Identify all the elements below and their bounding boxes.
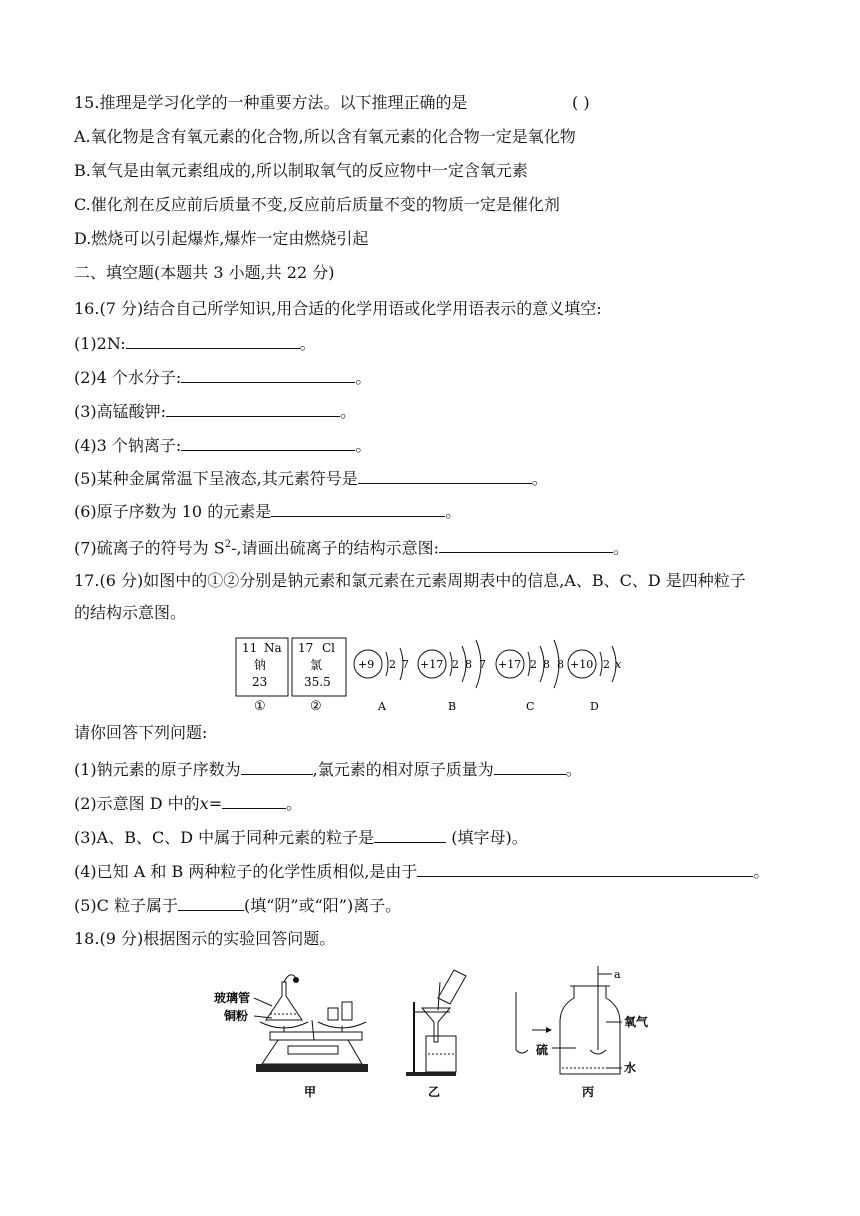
svg-text:x: x: [615, 658, 622, 671]
svg-text:17: 17: [298, 641, 314, 655]
svg-text:丙: 丙: [582, 1085, 595, 1099]
q17-answer-4: (4)已知 A 和 B 两种粒子的化学性质相似,是由于 。: [74, 862, 770, 881]
svg-text:D: D: [590, 700, 599, 713]
answer-blank[interactable]: [178, 894, 244, 911]
svg-text:2: 2: [452, 658, 459, 671]
experiment-jia-balance: [214, 975, 368, 1099]
q16-item-6: (6)原子序数为 10 的元素是 。: [74, 502, 462, 521]
q15-option-b: B.氧气是由氧元素组成的,所以制取氧气的反应物中一定含氧元素: [74, 161, 528, 180]
svg-text:+17: +17: [420, 658, 444, 671]
svg-text:8: 8: [557, 658, 564, 671]
periodic-card-chlorine: [292, 638, 346, 714]
svg-text:氯: 氯: [310, 658, 323, 672]
svg-text:7: 7: [402, 658, 409, 671]
q17-prompt: 请你回答下列问题:: [74, 723, 208, 742]
experiment-bing-sulfur: [516, 966, 649, 1099]
svg-text:A: A: [378, 700, 386, 713]
svg-text:②: ②: [310, 699, 322, 714]
svg-text:2: 2: [389, 658, 396, 671]
svg-text:8: 8: [465, 658, 472, 671]
svg-text:硫: 硫: [536, 1043, 549, 1057]
q15-stem: 15.推理是学习化学的一种重要方法。以下推理正确的是: [74, 93, 468, 112]
q15-option-c: C.催化剂在反应前后质量不变,反应前后质量不变的物质一定是催化剂: [74, 195, 560, 214]
q15-option-a: A.氧化物是含有氧元素的化合物,所以含有氧元素的化合物一定是氧化物: [74, 127, 576, 146]
answer-blank[interactable]: [271, 500, 445, 517]
svg-text:玻璃管: 玻璃管: [214, 991, 251, 1005]
section-2-heading: 二、填空题(本题共 3 小题,共 22 分): [74, 263, 335, 282]
q15-option-d: D.燃烧可以引起爆炸,爆炸一定由燃烧引起: [74, 229, 369, 248]
particle-d: [568, 646, 622, 713]
q18-stem: 18.(9 分)根据图示的实验回答问题。: [74, 929, 336, 948]
q17-answer-3: (3)A、B、C、D 中属于同种元素的粒子是 (填字母)。: [74, 828, 528, 847]
answer-blank[interactable]: [181, 366, 355, 383]
answer-blank[interactable]: [358, 467, 532, 484]
q17-answer-1: (1)钠元素的原子序数为 ,氯元素的相对原子质量为 。: [74, 760, 582, 779]
svg-text:+10: +10: [570, 658, 594, 671]
answer-blank[interactable]: [166, 400, 340, 417]
svg-text:B: B: [448, 700, 457, 713]
answer-blank[interactable]: [181, 434, 355, 451]
svg-text:+17: +17: [498, 658, 522, 671]
q17-answer-2: (2)示意图 D 中的x= 。: [74, 794, 303, 813]
q16-item-3: (3)高锰酸钾: 。: [74, 402, 357, 421]
answer-blank[interactable]: [417, 860, 753, 877]
particle-a: [354, 648, 409, 713]
periodic-card-sodium: [236, 638, 288, 714]
answer-blank[interactable]: [374, 826, 446, 843]
svg-text:①: ①: [254, 699, 266, 714]
svg-text:钠: 钠: [254, 658, 267, 672]
svg-text:C: C: [526, 700, 535, 713]
svg-text:2: 2: [603, 658, 610, 671]
svg-text:Cl: Cl: [322, 641, 336, 655]
q16-item-7: (7)硫离子的符号为 $S^2-$,请画出硫离子的结构示意图: 。: [74, 538, 629, 558]
particle-c: [496, 640, 564, 713]
answer-blank[interactable]: [439, 536, 613, 553]
svg-text:23: 23: [252, 675, 268, 689]
q17-stem-line2: 的结构示意图。: [74, 603, 187, 622]
answer-blank[interactable]: [126, 332, 300, 349]
svg-text:水: 水: [624, 1061, 637, 1075]
svg-text:+9: +9: [358, 658, 375, 671]
svg-text:甲: 甲: [304, 1085, 317, 1099]
q16-item-4: (4)3 个钠离子: 。: [74, 436, 372, 455]
q15-answer-paren: ( ): [572, 93, 590, 112]
q17-answer-5: (5)C 粒子属于 (填“阴”或“阳”)离子。: [74, 896, 402, 915]
answer-blank[interactable]: [222, 792, 286, 809]
answer-blank[interactable]: [241, 758, 313, 775]
svg-text:11: 11: [242, 641, 258, 655]
svg-text:2: 2: [530, 658, 537, 671]
experiment-yi-filtration: [406, 970, 466, 1099]
svg-text:8: 8: [543, 658, 550, 671]
svg-text:35.5: 35.5: [304, 675, 331, 689]
answer-blank[interactable]: [494, 758, 566, 775]
svg-text:乙: 乙: [428, 1085, 441, 1099]
particle-b: [418, 640, 486, 713]
q16-stem: 16.(7 分)结合自己所学知识,用合适的化学用语或化学用语表示的意义填空:: [74, 299, 602, 318]
svg-text:a: a: [614, 968, 621, 981]
q17-stem-line1: 17.(6 分)如图中的①②分别是钠元素和氯元素在元素周期表中的信息,A、B、C、D 是四种粒子: [74, 571, 746, 590]
q17-figure: [230, 628, 630, 716]
svg-text:7: 7: [479, 658, 486, 671]
svg-text:铜粉: 铜粉: [224, 1009, 249, 1023]
q18-figure: [210, 962, 680, 1102]
q16-item-5: (5)某种金属常温下呈液态,其元素符号是 。: [74, 469, 548, 488]
q16-item-2: (2)4 个水分子: 。: [74, 368, 372, 387]
svg-text:氧气: 氧气: [624, 1015, 649, 1029]
svg-text:Na: Na: [264, 641, 282, 655]
q16-item-1: (1)2N: 。: [74, 334, 316, 353]
